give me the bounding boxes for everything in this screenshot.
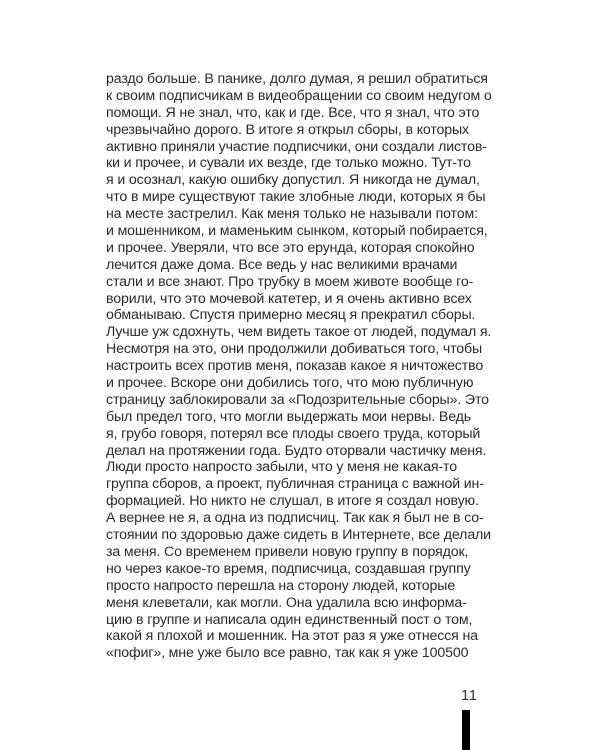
text-line: я и осознал, какую ошибку допустил. Я никогда не думал,	[106, 172, 480, 189]
text-line: за меня. Со временем привели новую группу в порядок,	[106, 543, 469, 560]
text-line: формацией. Но никто не слушал, в итоге я создал новую.	[106, 493, 479, 510]
text-line: к своим подписчикам в видеобращении со своим недугом о	[106, 87, 492, 104]
text-line: настроить всех против меня, показав какое я ничтожество	[106, 358, 484, 375]
text-line: «пофиг», мне уже было все равно, так как я уже 100500	[106, 645, 469, 662]
text-line: был предел того, что могли выдержать мои нервы. Ведь	[106, 408, 472, 425]
text-line: и мошенником, и маменьким сынком, который побирается,	[106, 223, 488, 240]
page-number: 11	[461, 687, 478, 704]
text-line: обманываю. Спустя примерно месяц я прекратил сборы.	[106, 307, 476, 324]
text-line: стоянии по здоровью даже сидеть в Интернете, все делали	[106, 527, 491, 544]
text-line: ворили, что это мочевой катетер, и я очень активно всех	[106, 290, 472, 307]
body-text	[106, 71, 492, 662]
text-line: страницу заблокировали за «Подозрительные сборы». Это	[106, 391, 489, 408]
text-line: что в мире существуют такие злобные люди, которых я бы	[106, 189, 486, 206]
text-line: стали и все знают. Про трубку в моем животе вообще го-	[106, 273, 474, 290]
text-line: меня клеветали, как могли. Она удалила всю информа-	[106, 594, 467, 611]
text-line: и прочее. Уверяли, что все это ерунда, которая спокойно	[106, 239, 475, 256]
text-line: цию в группе и написала один единственный пост о том,	[106, 611, 473, 628]
text-line: чрезвычайно дорого. В итоге я открыл сборы, в которых	[106, 121, 469, 138]
text-line: делал на протяжении года. Будто оторвали частичку меня.	[106, 442, 487, 459]
text-line: А вернее не я, а одна из подписчиц. Так как я был не в со-	[106, 510, 484, 527]
text-line: Несмотря на это, они продолжили добиваться того, чтобы	[106, 341, 483, 358]
text-line: просто напросто перешла на сторону людей, которые	[106, 577, 456, 594]
page-marker-bar	[462, 710, 470, 750]
text-line: я, грубо говоря, потерял все плоды своего труда, который	[106, 425, 481, 442]
text-line: лечится даже дома. Все ведь у нас великими врачами	[106, 256, 458, 273]
text-line: Люди просто напросто забыли, что у меня не какая-то	[106, 459, 457, 476]
text-line: Лучше уж сдохнуть, чем видеть такое от людей, подумал я.	[106, 324, 492, 341]
text-line: группа сборов, а проект, публичная страница с важной ин-	[106, 476, 484, 493]
text-line: ки и прочее, и сували их везде, где только можно. Тут-то	[106, 155, 471, 172]
text-line: и прочее. Вскоре они добились того, что мою публичную	[106, 375, 474, 392]
text-line: активно приняли участие подписчики, они создали листов-	[106, 138, 487, 155]
text-line: какой я плохой и мошенник. На этот раз я уже отнесся на	[106, 628, 478, 645]
text-line: раздо больше. В панике, долго думая, я решил обратиться	[106, 71, 488, 87]
text-line: на месте застрелил. Как меня только не называли потом:	[106, 206, 478, 223]
text-line: но через какое-то время, подписчица, создавшая группу	[106, 560, 471, 577]
text-line: помощи. Я не знал, что, как и где. Все, что я знал, что это	[106, 104, 480, 121]
